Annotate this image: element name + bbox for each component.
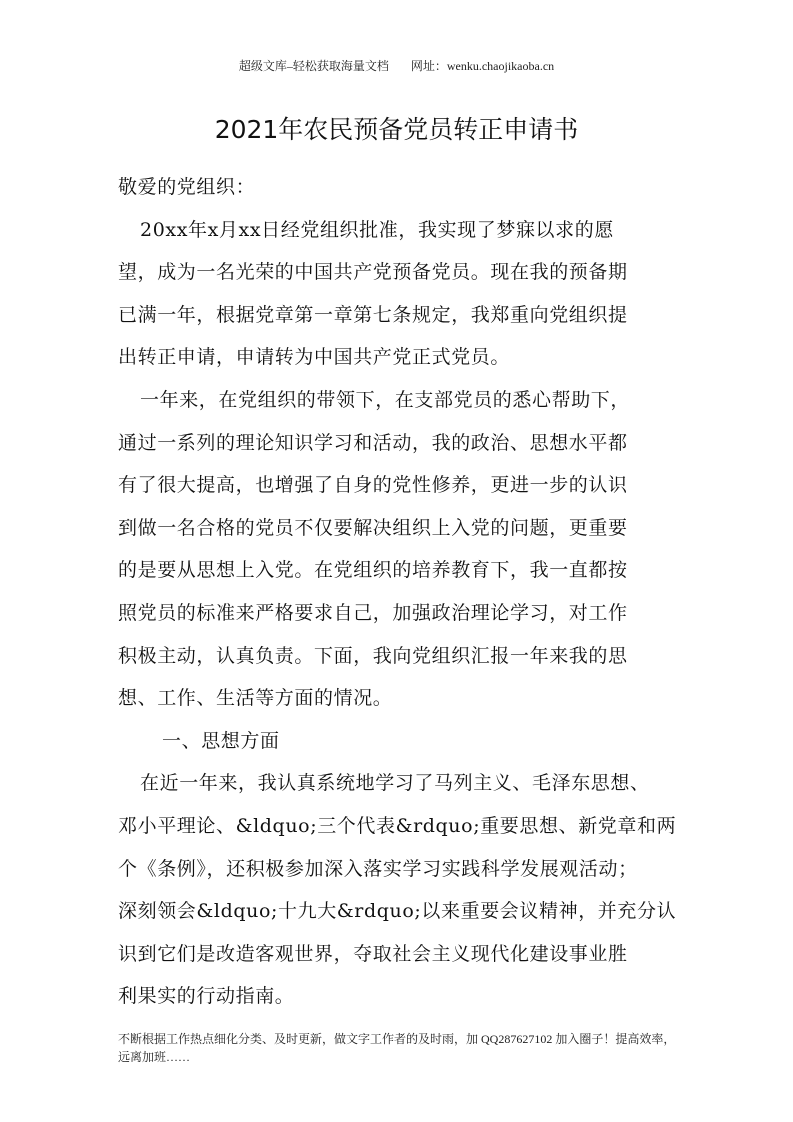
text-line: 的是要从思想上入党。在党组织的培养教育下，我一直都按	[118, 559, 628, 582]
text-line: 通过一系列的理论知识学习和活动，我的政治、思想水平都	[118, 431, 628, 454]
paragraph-3	[118, 762, 688, 1018]
text-line: 识到它们是改造客观世界，夺取社会主义现代化建设事业胜	[118, 942, 628, 965]
footer-line-1: 不断根据工作热点细化分类、及时更新，做文字工作者的及时雨，加 QQ287627102 加入圈子！提高效率，	[118, 1032, 676, 1046]
paragraph-2	[118, 379, 688, 720]
document-body	[118, 166, 688, 1018]
footer-line-2: 远离加班……	[118, 1050, 191, 1064]
page-footer	[118, 1030, 688, 1066]
text-line: 有了很大提高，也增强了自身的党性修养，更进一步的认识	[118, 474, 628, 497]
text-line: 到做一名合格的党员不仅要解决组织上入党的问题，更重要	[118, 516, 628, 539]
paragraph-1	[118, 209, 688, 379]
page-header	[0, 57, 793, 74]
header-url: 网址：wenku.chaojikaoba.cn	[410, 59, 555, 73]
text-line: 邓小平理论、&ldquo;三个代表&rdquo;重要思想、新党章和两	[118, 814, 677, 837]
text-line: 20xx年x月xx日经党组织批准，我实现了梦寐以求的愿	[140, 218, 614, 241]
text-line: 在近一年来，我认真系统地学习了马列主义、毛泽东思想、	[140, 772, 650, 795]
document-title: 2021年农民预备党员转正申请书	[214, 115, 579, 144]
text-line: 照党员的标准来严格要求自己，加强政治理论学习，对工作	[118, 601, 628, 624]
text-line: 望，成为一名光荣的中国共产党预备党员。现在我的预备期	[118, 261, 628, 284]
text-line: 已满一年，根据党章第一章第七条规定，我郑重向党组织提	[118, 303, 628, 326]
header-slogan: 超级文库–轻松获取海量文档	[238, 59, 389, 73]
section-heading: 一、思想方面	[162, 729, 280, 752]
salutation: 敬爱的党组织：	[118, 176, 256, 198]
text-line: 积极主动，认真负责。下面，我向党组织汇报一年来我的思	[118, 644, 628, 667]
text-line: 深刻领会&ldquo;十九大&rdquo;以来重要会议精神，并充分认	[118, 900, 677, 923]
text-line: 利果实的行动指南。	[118, 985, 295, 1008]
text-line: 想、工作、生活等方面的情况。	[118, 687, 393, 710]
text-line: 个《条例》，还积极参加深入落实学习实践科学发展观活动；	[118, 857, 638, 880]
text-line: 出转正申请，申请转为中国共产党正式党员。	[118, 346, 511, 369]
text-line: 一年来，在党组织的带领下，在支部党员的悉心帮助下，	[140, 388, 631, 411]
